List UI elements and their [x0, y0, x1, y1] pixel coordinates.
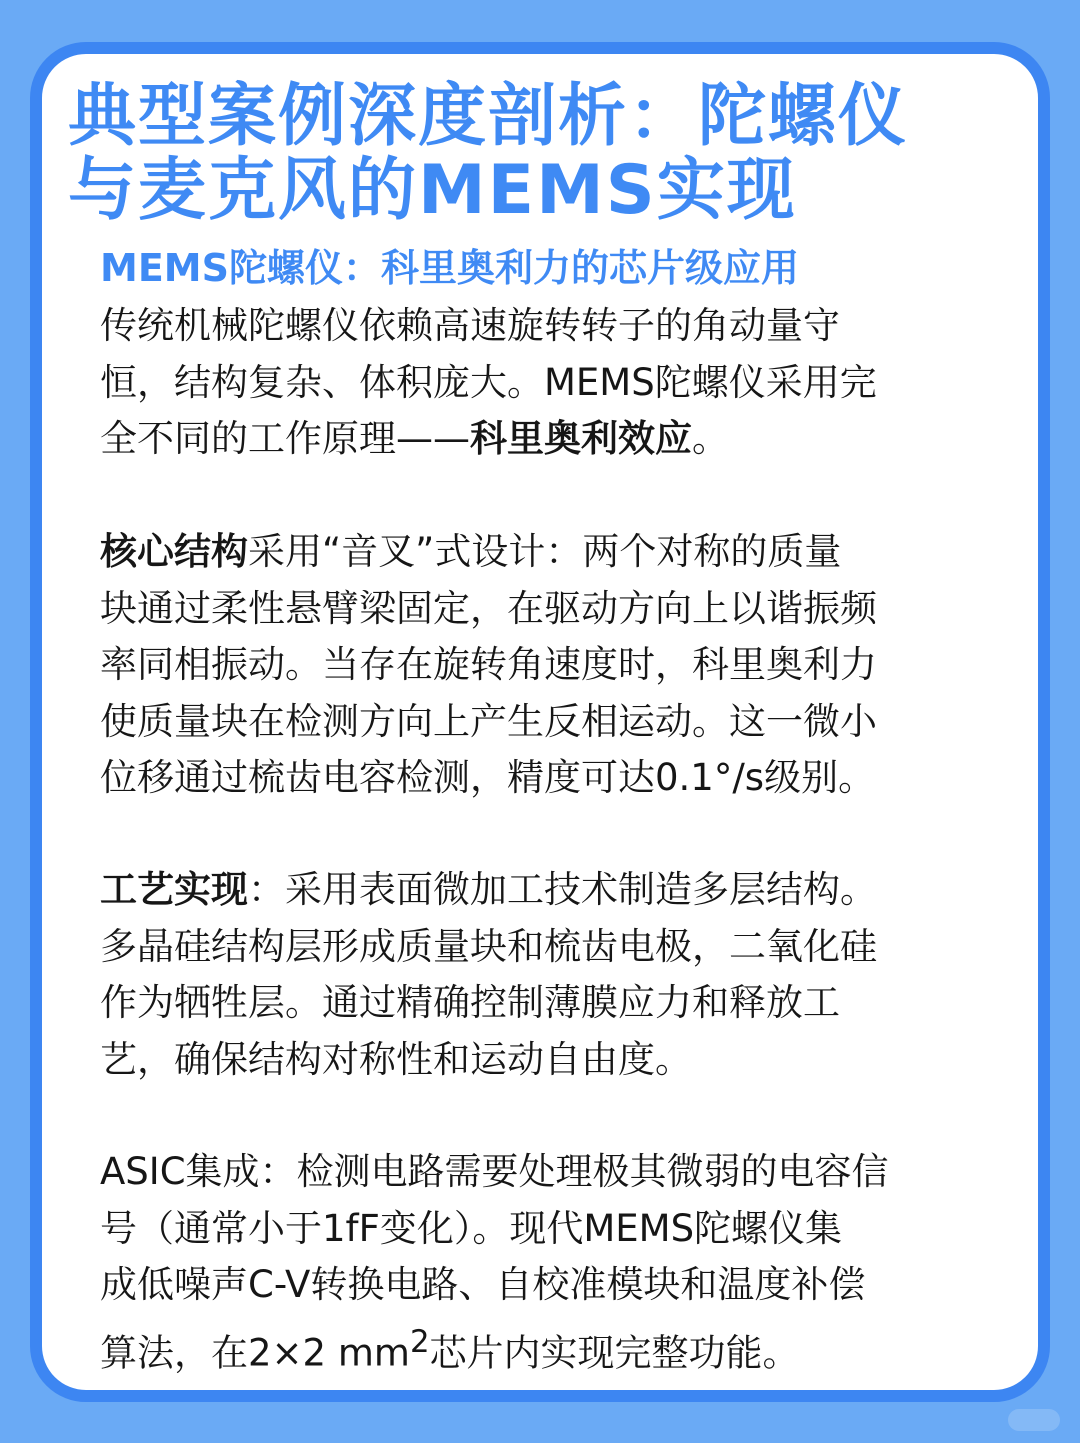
watermark-badge [1008, 1409, 1060, 1431]
paragraph-intro [100, 298, 1000, 468]
title-line-2: 与麦克风的MEMS实现 [68, 151, 797, 230]
text-run: 芯片内实现完整功能。 [429, 1330, 800, 1374]
paragraph-line [100, 862, 1000, 919]
paragraph-core-structure [100, 524, 1000, 807]
paragraph-line: 传统机械陀螺仪依赖高速旋转转子的角动量守 [100, 304, 840, 347]
paragraph-asic [100, 1144, 1000, 1381]
paragraph-line: 成低噪声C-V转换电路、自校准模块和温度补偿 [100, 1263, 866, 1306]
paragraph-line: 号（通常小于1fF变化）。现代MEMS陀螺仪集 [100, 1206, 843, 1250]
paragraph-process [100, 862, 1000, 1088]
paragraph-line: 块通过柔性悬臂梁固定，在驱动方向上以谐振频 [100, 586, 877, 630]
text-run: 。 [692, 417, 729, 460]
text-run: ：采用表面微加工技术制造多层结构。 [248, 868, 877, 911]
paragraph-line: 恒，结构复杂、体积庞大。MEMS陀螺仪采用完 [100, 360, 877, 404]
text-run: 算法，在2×2 mm [100, 1330, 410, 1374]
section-subtitle: MEMS陀螺仪：科里奥利力的芯片级应用 [100, 246, 799, 290]
emphasis-text: 工艺实现 [100, 868, 248, 911]
text-run: 采用“音叉”式设计：两个对称的质量 [248, 530, 842, 573]
emphasis-text: 科里奥利效应 [470, 417, 692, 460]
text-run: 全不同的工作原理—— [100, 417, 470, 460]
paragraph-line [100, 1314, 1000, 1382]
emphasis-text: 核心结构 [100, 530, 248, 573]
page-title [68, 77, 1018, 230]
paragraph-line: ASIC集成：检测电路需要处理极其微弱的电容信 [100, 1150, 889, 1193]
paragraph-line: 艺，确保结构对称性和运动自由度。 [100, 1037, 692, 1081]
superscript: 2 [409, 1323, 430, 1360]
paragraph-line: 使质量块在检测方向上产生反相运动。这一微小 [100, 699, 877, 743]
paragraph-line: 位移通过梳齿电容检测，精度可达0.1°/s级别。 [100, 756, 876, 799]
paragraph-line [100, 411, 1000, 468]
paragraph-line: 多晶硅结构层形成质量块和梳齿电极，二氧化硅 [100, 924, 877, 968]
paragraph-line: 率同相振动。当存在旋转角速度时，科里奥利力 [100, 643, 877, 686]
title-line-1: 典型案例深度剖析：陀螺仪 [68, 77, 909, 156]
paragraph-line: 作为牺牲层。通过精确控制薄膜应力和释放工 [100, 981, 840, 1024]
paragraph-line [100, 524, 1000, 581]
